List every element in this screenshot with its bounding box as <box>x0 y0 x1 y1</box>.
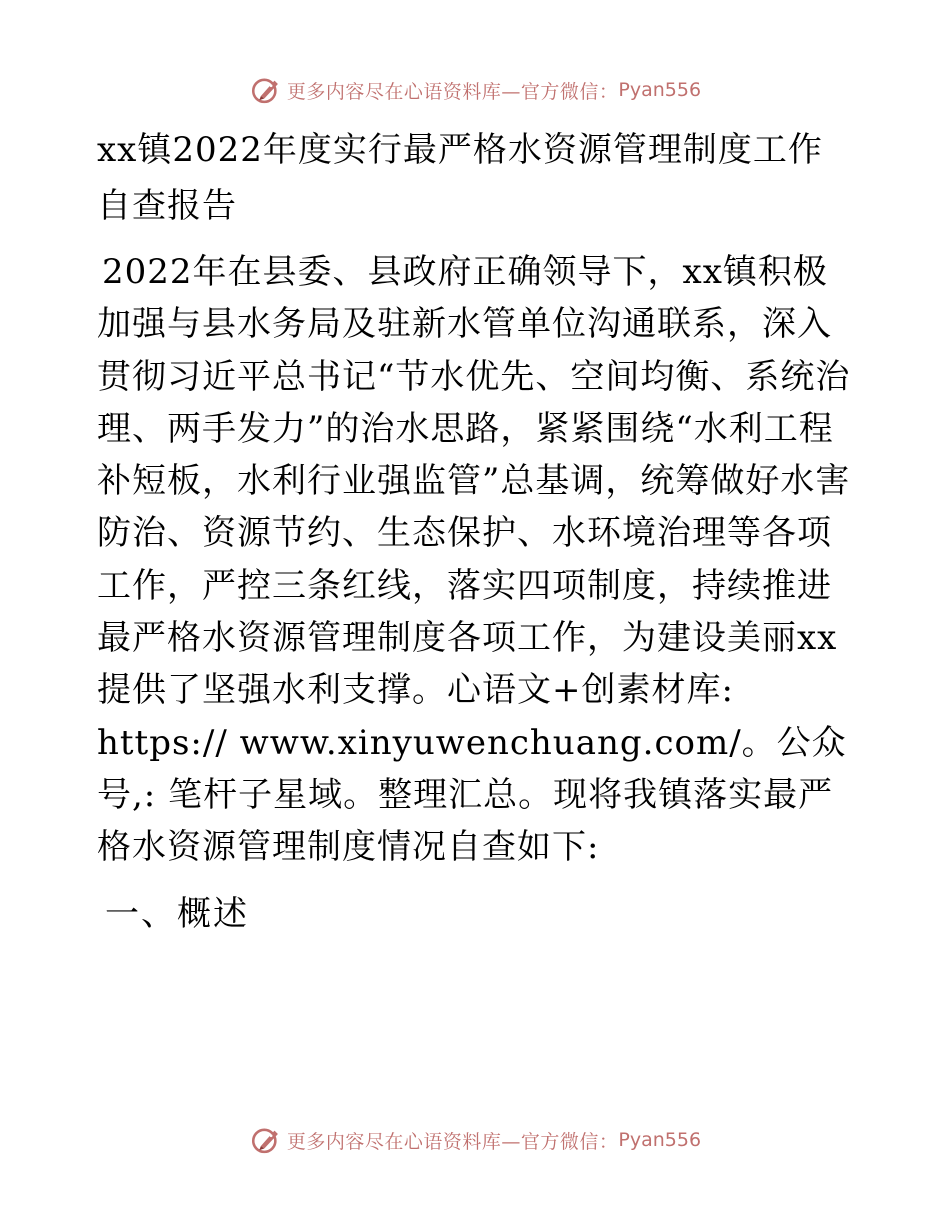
intro-paragraph: 2022年在县委、县政府正确领导下，xx镇积极加强与县水务局及驻新水管单位沟通联系，深入贯彻习近平总书记“节水优先、空间均衡、系统治理、两手发力”的治水思路，紧紧围绕“水利工程补短板，水利行业强监管”总基调，统筹做好水害防治、资源节约、生态保护、水环境治理等各项工作，严控三条红线，落实四项制度，持续推进最严格水资源管理制度各项工作，为建设美丽xx提供了坚强水利支撑。心语文+创素材库: https:// www.xinyuwenchuang.com/。公众号,: 笔杆子星域。整理汇总。现将我镇落实最严格水资源管理制度情况自查如下: <box>97 252 851 868</box>
header-watermark-banner <box>0 70 950 110</box>
section-heading-overview: 一、概述 <box>105 893 249 934</box>
pen-nib-logo-icon <box>249 73 283 107</box>
watermark-text: 更多内容尽在心语资料库—官方微信： <box>286 80 619 103</box>
watermark-wechat-id: Pyan556 <box>618 79 702 101</box>
document-title: xx镇2022年度实行最严格水资源管理制度工作自查报告 <box>97 130 823 226</box>
footer-watermark-banner <box>0 1120 950 1160</box>
pen-nib-logo-icon <box>249 1123 283 1157</box>
watermark-text: 更多内容尽在心语资料库—官方微信： <box>286 1130 619 1153</box>
watermark-wechat-id: Pyan556 <box>618 1129 702 1151</box>
document-body <box>97 122 857 940</box>
